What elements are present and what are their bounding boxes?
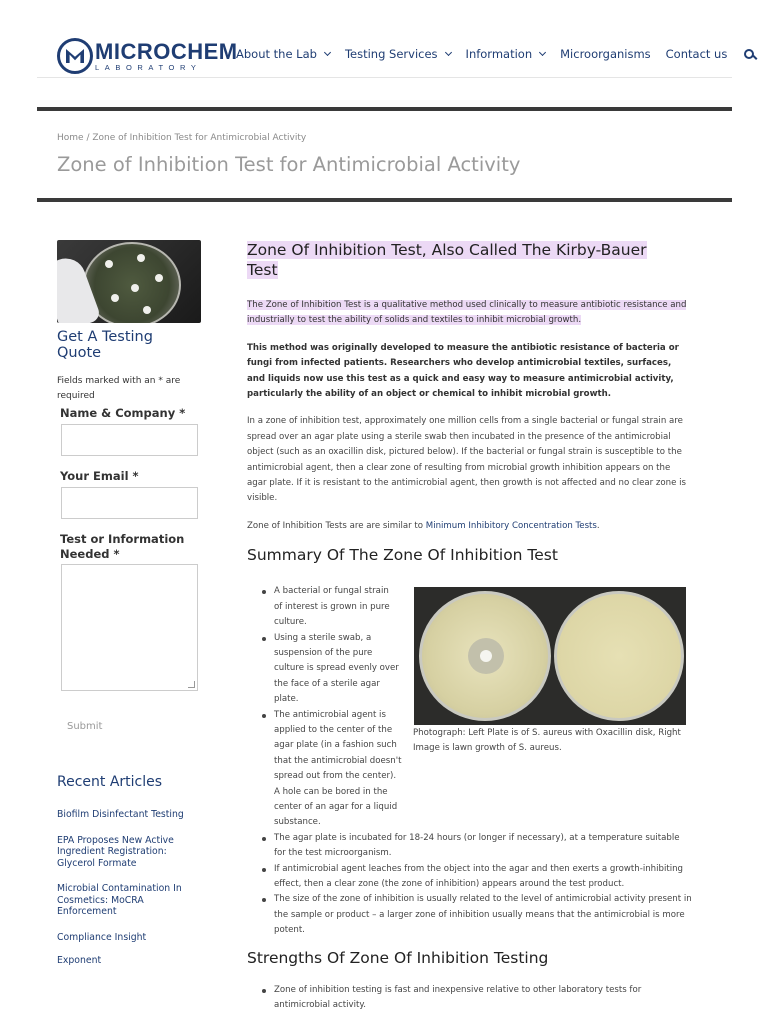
recent-article-link[interactable]: Compliance Insight (57, 931, 147, 943)
nav-testing-services[interactable]: Testing Services (345, 47, 451, 61)
list-item: The antimicrobial agent is applied to the center of the agar plate (in a fashion such that the antimicrobial doesn't spread out from the center). A hole can be bored in the center of an agar for a liquid substance. (247, 708, 692, 831)
nav-information[interactable]: Information (466, 47, 546, 61)
recent-article-link[interactable]: Microbial Contamination In Cosmetics: MoCRA Enforcement (57, 883, 182, 917)
recent-articles-title: Recent Articles (57, 774, 163, 790)
email-input[interactable] (61, 487, 198, 519)
process-paragraph: In a zone of inhibition test, approximately one million cells from a single bacterial or fungal strain are spread over an agar plate using a sterile swab then incubated in the presence of the antimicrobial object (such as an oxacillin disk, pictured below). If the bacterial or fungal strain is susceptible to the antimicrobial agent, then a clear zone of resulting from microbial growth inhibition appears on the agar plate. If it is resistant to the antimicrobial agent, then growth is not affected and no clear zone is visible. (247, 416, 687, 504)
recent-article-link[interactable]: Biofilm Disinfectant Testing (57, 809, 184, 820)
petri-dish-image (57, 240, 201, 323)
photo-caption: Photograph: Left Plate is of S. aureus with Oxacillin disk, Right Image is lawn growth of S. aureus. (413, 728, 681, 754)
name-company-label: Name & Company * (60, 406, 186, 420)
summary-heading: Summary Of The Zone Of Inhibition Test (247, 546, 558, 565)
logo-mark-icon (57, 38, 93, 74)
chevron-down-icon (324, 49, 331, 56)
intro-highlight: The Zone of Inhibition Test is a qualitative method used clinically to measure antibiotic resistance and industrially to test the ability of solids and textiles to inhibit microbial growth. (247, 300, 687, 326)
list-item: A bacterial or fungal strain of interest is grown in pure culture. (247, 584, 399, 630)
list-item: The agar plate is incubated for 18-24 hours (or longer if necessary), at a temperature suitable for the test microorganism. (247, 831, 692, 862)
required-fields-note: Fields marked with an * are required (57, 376, 181, 401)
strengths-list (247, 983, 692, 1014)
info-needed-textarea[interactable] (61, 564, 198, 691)
list-item: The size of the zone of inhibition is usually related to the level of antimicrobial activity present in the sample or product – a larger zone of inhibition usually means that the antimicrobial is more potent. (247, 892, 692, 938)
list-item: Zone of inhibition testing is fast and inexpensive relative to other laboratory tests for antimicrobial activity. (247, 983, 692, 1014)
breadcrumb-home-link[interactable]: Home (57, 133, 84, 143)
chevron-down-icon (445, 49, 452, 56)
submit-button[interactable]: Submit (67, 721, 103, 732)
email-label: Your Email * (60, 469, 139, 483)
list-item: If antimicrobial agent leaches from the object into the agar and then exerts a growth-inhibiting effect, then a clear zone (the zone of inhibition) appears around the test product. (247, 862, 692, 893)
main-content (247, 240, 692, 1013)
page-title-bar (37, 107, 732, 202)
logo-wordmark: MICROCHEM (95, 38, 238, 64)
breadcrumb: Home / Zone of Inhibition Test for Antimicrobial Activity (57, 133, 307, 143)
quote-form-title: Get A Testing Quote (57, 329, 153, 361)
chevron-down-icon (539, 49, 546, 56)
site-header (37, 30, 732, 78)
background-paragraph: This method was originally developed to measure the antibiotic resistance of bacteria or fungi from infected patients. Researchers who develop antimicrobial textiles, surfaces, and liquids now use this test as a quick and easy way to measure antimicrobial activity, particularly the ability of an object or chemical to inhibit microbial growth. (247, 342, 679, 400)
sidebar (57, 240, 207, 967)
nav-contact-us[interactable]: Contact us (665, 47, 728, 61)
site-logo[interactable] (57, 36, 238, 76)
main-nav (236, 47, 754, 61)
strengths-heading: Strengths Of Zone Of Inhibition Testing (247, 948, 549, 967)
info-needed-label: Test or Information Needed * (60, 532, 185, 561)
page-title: Zone of Inhibition Test for Antimicrobial Activity (57, 153, 521, 176)
breadcrumb-current: Zone of Inhibition Test for Antimicrobial Activity (92, 133, 307, 143)
list-item: Using a sterile swab, a suspension of the pure culture is spread evenly over the face of a sterile agar plate. (247, 631, 399, 708)
article-heading: Zone Of Inhibition Test, Also Called The Kirby-Bauer Test (247, 241, 647, 279)
search-icon[interactable] (744, 49, 754, 59)
similar-tests-paragraph: Zone of Inhibition Tests are are similar to Minimum Inhibitory Concentration Tests. (247, 520, 600, 531)
recent-article-link[interactable]: EPA Proposes New Active Ingredient Registration: Glycerol Formate (57, 834, 174, 869)
name-company-input[interactable] (61, 424, 198, 456)
agar-plates-photo (414, 587, 686, 725)
recent-article-link[interactable]: Exponent (57, 955, 102, 966)
nav-microorganisms[interactable]: Microorganisms (560, 47, 651, 61)
nav-about-the-lab[interactable]: About the Lab (236, 47, 330, 61)
mic-test-link[interactable]: Minimum Inhibitory Concentration Tests (425, 520, 597, 531)
logo-subtitle: LABORATORY (95, 62, 202, 72)
